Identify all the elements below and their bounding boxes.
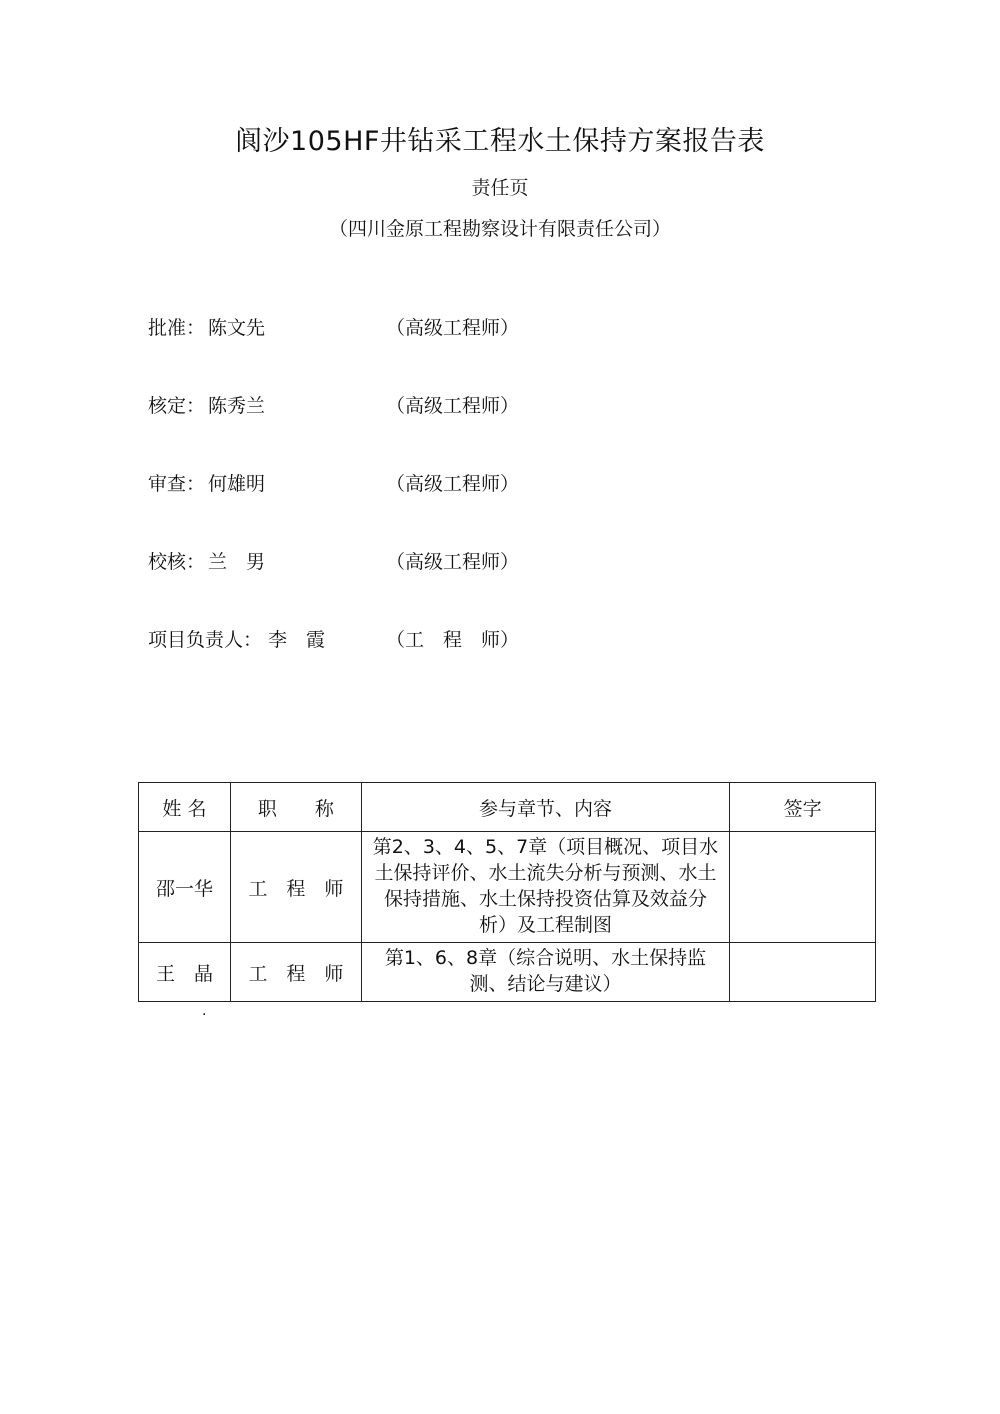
cell-content: 第1、6、8章（综合说明、水土保持监测、结论与建议） — [361, 943, 729, 1002]
signature-role: 项目负责人： — [148, 629, 263, 651]
signature-title: （工 程 师） — [386, 629, 520, 651]
cell-title: 工 程 师 — [230, 832, 361, 943]
cell-name: 邵一华 — [139, 832, 231, 943]
signature-title: （高级工程师） — [386, 473, 520, 495]
signature-role: 核定： — [148, 395, 206, 417]
signature-title: （高级工程师） — [386, 395, 520, 417]
header-name: 姓 名 — [139, 783, 231, 832]
signature-role: 批准： — [148, 317, 206, 339]
staff-table — [138, 782, 876, 1002]
document-title: 阆沙105HF井钻采工程水土保持方案报告表 — [235, 126, 765, 157]
signature-role: 校核： — [148, 551, 206, 573]
document-subtitle: 责任页 — [471, 177, 529, 199]
header-content: 参与章节、内容 — [361, 783, 729, 832]
signature-name: 陈文先 — [208, 317, 266, 339]
table-header-row — [139, 783, 876, 832]
company-name: （四川金原工程勘察设计有限责任公司） — [328, 218, 671, 240]
signature-name: 陈秀兰 — [208, 395, 266, 417]
signature-name: 何雄明 — [208, 473, 266, 495]
cell-title: 工 程 师 — [230, 943, 361, 1002]
table-row — [139, 943, 876, 1002]
signature-name: 兰 男 — [208, 551, 266, 573]
header-title: 职 称 — [230, 783, 361, 832]
cell-name: 王 晶 — [139, 943, 231, 1002]
header-signature: 签字 — [730, 783, 876, 832]
signature-role: 审查： — [148, 473, 206, 495]
cell-content: 第2、3、4、5、7章（项目概况、项目水土保持评价、水土流失分析与预测、水土保持措施、水土保持投资估算及效益分析）及工程制图 — [361, 832, 729, 943]
cell-signature — [730, 943, 876, 1002]
signature-title: （高级工程师） — [386, 551, 520, 573]
footnote-mark: . — [202, 1003, 207, 1019]
signature-title: （高级工程师） — [386, 317, 520, 339]
cell-signature — [730, 832, 876, 943]
table-row — [139, 832, 876, 943]
signature-name: 李 霞 — [268, 629, 326, 651]
